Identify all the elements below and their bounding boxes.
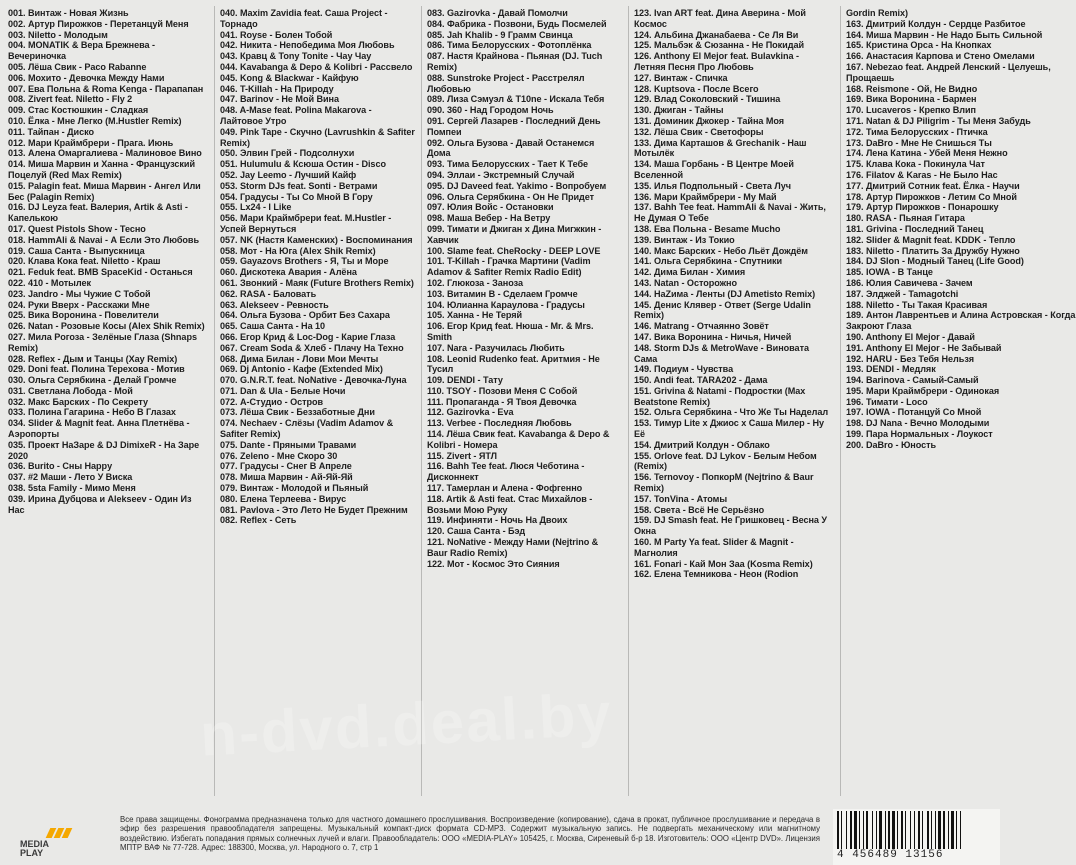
track-entry: 060. Дискотека Авария - Алёна bbox=[220, 267, 357, 278]
track-entry: 097. Юлия Войс - Остановки bbox=[427, 202, 554, 213]
track-entry: 177. Дмитрий Сотник feat. Ёлка - Научи bbox=[846, 180, 1020, 191]
track-entry: 017. Quest Pistols Show - Тесно bbox=[8, 223, 146, 234]
track-entry: 072. А-Студио - Остров bbox=[220, 396, 324, 407]
legal-notice: Все права защищены. Фонограмма предназначена только для частного домашнего прослушивания. Воспроизведение (копирование), сдача в прокат, публичное прослушивание и передача в эфир без разрешения правообладателя запрещены. Музыкальный компакт-диск формата CD-MP3. Содержит музыкальную запись. Не подвергать механическому или магнитному воздействию. Избегать попадания прямых солнечных лучей и влаги. Правообладатель: ООО «MEDIA-PLAY» 105425, г. Москва, Сиреневый б-р 18. Изготовитель: ООО «Центр DVD». Лицензия МПТР ВАФ № 77-728. Адрес: 188300, Москва, ул. Народного о. 7, стр 1 bbox=[120, 815, 820, 853]
track-entry: 120. Саша Санта - Бэд bbox=[427, 526, 526, 537]
track-entry: 171. Natan & DJ Piligrim - Ты Меня Забудь bbox=[846, 115, 1031, 126]
track-entry: 062. RASA - Баловать bbox=[220, 288, 317, 299]
logo-text-line1: MEDIA bbox=[20, 839, 49, 849]
track-entry: 086. Тима Белорусских - Фотоплёнка bbox=[427, 40, 592, 51]
track-entry: 063. Alekseev - Ревность bbox=[220, 299, 329, 310]
track-entry: 133. Дима Карташов & Grechanik - Наш Мотылёк bbox=[634, 137, 807, 159]
track-entry: 188. Niletto - Ты Такая Красивая bbox=[846, 299, 988, 310]
track-entry: 012. Мари Краймбрери - Прага. Июнь bbox=[8, 137, 174, 148]
track-entry: 155. Orlove feat. DJ Lykov - Белым Небом (Remix) bbox=[634, 450, 817, 472]
track-entry: 149. Подиум - Чувства bbox=[634, 364, 734, 375]
track-entry: 165. Кристина Орса - На Кнопках bbox=[846, 40, 992, 51]
track-entry: 182. Slider & Magnit feat. KDDK - Тепло bbox=[846, 234, 1016, 245]
track-entry: 087. Настя Крайнова - Пьяная (DJ. Tuch Remix) bbox=[427, 51, 603, 72]
track-entry: 126. Anthony El Mejor feat. Bulavkina - Летняя Песня Про Любовь bbox=[634, 51, 799, 72]
tracklist-column-2 bbox=[220, 8, 416, 526]
track-entry: 118. Artik & Asti feat. Стас Михайлов - Возьми Мою Руку bbox=[427, 493, 593, 515]
track-entry: 151. Grivina & Natami - Подростки (Max Beatstone Remix) bbox=[634, 385, 806, 407]
barcode bbox=[833, 809, 1000, 865]
track-entry: 037. #2 Маши - Лето У Виска bbox=[8, 472, 133, 483]
track-entry: 127. Винтаж - Спичка bbox=[634, 72, 728, 83]
track-entry: 084. Фабрика - Позвони, Будь Посмелей bbox=[427, 18, 607, 29]
track-entry: 019. Саша Санта - Выпускница bbox=[8, 245, 145, 256]
track-entry: 023. Jandro - Мы Чужие С Тобой bbox=[8, 288, 151, 299]
track-entry: 121. NoNative - Между Нами (Nejtrino & Baur Radio Remix) bbox=[427, 537, 599, 558]
track-entry: 175. Клава Кока - Покинула Чат bbox=[846, 159, 985, 170]
track-entry: 194. Barinova - Самый-Самый bbox=[846, 375, 979, 386]
track-entry: 046. T-Killah - На Природу bbox=[220, 83, 334, 94]
track-entry: 168. Reismone - Ой, Не Видно bbox=[846, 83, 978, 94]
track-entry: 200. DaBro - Юность bbox=[846, 439, 937, 450]
track-entry: 187. Элджей - Tamagotchi bbox=[846, 288, 959, 299]
track-entry: 140. Макс Барских - Небо Льёт Дождём bbox=[634, 245, 808, 256]
logo-text-line2: PLAY bbox=[20, 848, 44, 858]
track-entry: 117. Тамерлан и Алена - Фофгенно bbox=[427, 483, 583, 494]
column-divider bbox=[421, 6, 422, 796]
track-entry: 052. Jay Leemo - Лучший Кайф bbox=[220, 169, 357, 180]
track-entry: 053. Storm DJs feat. Sonti - Ветрами bbox=[220, 180, 378, 191]
track-entry: 174. Лена Катина - Убей Меня Нежно bbox=[846, 148, 1008, 159]
track-entry: 197. IOWA - Потанцуй Со Мной bbox=[846, 407, 982, 418]
track-entry: 169. Вика Воронина - Бармен bbox=[846, 94, 977, 105]
track-entry: 034. Slider & Magnit feat. Анна Плетнёва - Аэропорты bbox=[8, 418, 190, 440]
track-entry: 100. Slame feat. CheRocky - DEEP LOVE bbox=[427, 245, 601, 256]
track-entry: 066. Егор Крид & Loc-Dog - Карие Глаза bbox=[220, 331, 396, 342]
track-entry: 040. Maxim Zavidia feat. Саша Project - Торнадо bbox=[220, 8, 388, 29]
track-entry: 002. Артур Пирожков - Перетанцуй Меня bbox=[8, 18, 189, 29]
track-entry: 179. Артур Пирожков - Понарошку bbox=[846, 202, 999, 213]
track-entry: 073. Лёша Свик - Беззаботные Дни bbox=[220, 407, 375, 418]
track-entry: 195. Мари Краймбрери - Одинокая bbox=[846, 385, 1000, 396]
track-entry: 077. Градусы - Снег В Апреле bbox=[220, 461, 352, 472]
track-entry: 022. 410 - Мотылек bbox=[8, 277, 91, 288]
track-entry: 031. Светлана Лобода - Мой bbox=[8, 385, 133, 396]
track-entry: 047. Barinov - Не Мой Вина bbox=[220, 94, 339, 105]
track-entry: 119. Инфиняти - Ночь На Двоих bbox=[427, 515, 568, 526]
track-entry: 011. Тайпан - Диско bbox=[8, 126, 94, 137]
track-entry: 090. 360 - Над Городом Ночь bbox=[427, 105, 554, 116]
track-entry: 092. Ольга Бузова - Давай Останемся Дома bbox=[427, 137, 595, 159]
track-entry: 137. Bahh Tee feat. HammAli & Navai - Жить, Не Думая О Тебе bbox=[634, 202, 826, 224]
track-entry: 183. Niletto - Платить За Дружбу Нужно bbox=[846, 245, 1020, 256]
barcode-digits: 4 456489 13156 bbox=[837, 849, 944, 861]
track-entry: 041. Royse - Болен Тобой bbox=[220, 29, 333, 40]
track-entry: 021. Feduk feat. BMB SpaceKid - Останься bbox=[8, 267, 193, 278]
track-entry: 135. Илья Подпольный - Света Луч bbox=[634, 180, 791, 191]
track-entry: 124. Альбина Джанабаева - Се Ля Ви bbox=[634, 29, 799, 40]
track-entry: 105. Ханна - Не Теряй bbox=[427, 310, 523, 321]
track-entry: 080. Елена Терлеева - Вирус bbox=[220, 493, 347, 504]
track-entry: 082. Reflex - Сеть bbox=[220, 515, 297, 526]
track-entry: 147. Вика Воронина - Ничья, Ничей bbox=[634, 331, 792, 342]
track-entry: 068. Дима Билан - Лови Мои Мечты bbox=[220, 353, 379, 364]
track-entry: 061. Звонкий - Маяк (Future Brothers Remix) bbox=[220, 277, 414, 288]
track-entry: 042. Никита - Непобедима Моя Любовь bbox=[220, 40, 395, 51]
barcode-bars-icon bbox=[835, 811, 1000, 849]
track-entry: 035. Проект НаЗаре & DJ DimixeR - На Заре 2020 bbox=[8, 439, 200, 461]
track-entry: 013. Алена Омаргалиева - Малиновое Вино bbox=[8, 148, 202, 159]
track-entry: 043. Кравц & Tony Tonite - Чау Чау bbox=[220, 51, 372, 62]
track-entry: 116. Bahh Tee feat. Люся Чеботина - Дисконнект bbox=[427, 461, 585, 483]
track-entry: 089. Лиза Сэмуэл & T10ne - Искала Тебя bbox=[427, 94, 605, 105]
track-entry: 167. Nebezao feat. Андрей Ленский - Целуешь, Прощаешь bbox=[846, 61, 1051, 83]
track-entry: 158. Света - Всё Не Серьёзно bbox=[634, 504, 765, 515]
media-play-logo bbox=[20, 828, 100, 862]
watermark: n-dvd.deal.by bbox=[198, 680, 615, 769]
track-entry: 145. Денис Клявер - Ответ (Serge Udalin Remix) bbox=[634, 299, 811, 321]
track-entry: 003. Niletto - Молодым bbox=[8, 29, 108, 40]
track-entry: 049. Pink Tape - Скучно (Lavrushkin & Safiter Remix) bbox=[220, 126, 415, 148]
track-entry: 198. DJ Nana - Вечно Молодыми bbox=[846, 418, 990, 429]
track-entry: 102. Глюкоза - Заноза bbox=[427, 277, 523, 288]
track-entry: 138. Ева Польна - Besame Mucho bbox=[634, 223, 781, 234]
track-entry: 015. Palagin feat. Миша Марвин - Ангел Или Бес (Palagin Remix) bbox=[8, 180, 201, 202]
track-entry: 006. Мохито - Девочка Между Нами bbox=[8, 72, 165, 83]
track-entry: 074. Nechaev - Слёзы (Vadim Adamov & Safiter Remix) bbox=[220, 418, 394, 440]
track-entry: 098. Маша Вебер - На Ветру bbox=[427, 213, 551, 224]
track-entry: 054. Градусы - Ты Со Мной В Гору bbox=[220, 191, 373, 202]
track-entry: 067. Cream Soda & Хлеб - Плачу На Техно bbox=[220, 342, 404, 353]
track-entry: 128. Kuptsova - После Всего bbox=[634, 83, 759, 94]
track-entry: 164. Миша Марвин - Не Надо Быть Сильной bbox=[846, 29, 1043, 40]
track-entry: 110. TSOY - Позови Меня С Собой bbox=[427, 385, 578, 396]
track-entry: 160. M Party Ya feat. Slider & Magnit - Магнолия bbox=[634, 537, 794, 558]
track-entry: 159. DJ Smash feat. Не Гришковец - Весна У Окна bbox=[634, 515, 828, 537]
track-entry: 122. Мот - Космос Это Сияния bbox=[427, 558, 560, 569]
track-entry: 141. Ольга Серябкина - Спутники bbox=[634, 256, 783, 267]
track-entry: 162. Елена Темникова - Неон (Rodion bbox=[634, 569, 799, 580]
track-entry: 111. Пропаганда - Я Твоя Девочка bbox=[427, 396, 577, 407]
track-entry: 129. Влад Соколовский - Тишина bbox=[634, 94, 781, 105]
track-entry: 180. RASA - Пьяная Гитара bbox=[846, 213, 965, 224]
track-entry: 166. Анастасия Карпова и Стено Омелами bbox=[846, 51, 1035, 62]
track-entry: 028. Reflex - Дым и Танцы (Xay Remix) bbox=[8, 353, 178, 364]
track-entry: Gordin Remix) bbox=[846, 8, 909, 18]
track-entry: 108. Leonid Rudenko feat. Аритмия - Не Тусил bbox=[427, 353, 600, 375]
track-entry: 079. Винтаж - Молодой и Пьяный bbox=[220, 483, 369, 494]
track-entry: 196. Тимати - Loco bbox=[846, 396, 928, 407]
track-entry: 055. Lx24 - I Like bbox=[220, 202, 292, 213]
track-entry: 144. НаZима - Ленты (DJ Ametisto Remix) bbox=[634, 288, 816, 299]
track-entry: 112. Gazirovka - Eva bbox=[427, 407, 514, 418]
track-entry: 032. Макс Барских - По Секрету bbox=[8, 396, 148, 407]
track-entry: 130. Джиган - Тайны bbox=[634, 105, 724, 116]
footer bbox=[0, 806, 1000, 859]
track-entry: 103. Витамин В - Сделаем Громче bbox=[427, 288, 578, 299]
track-entry: 192. HARU - Без Тебя Нельзя bbox=[846, 353, 975, 364]
track-entry: 101. T-Killah - Грачка Мартини (Vadim Adamov & Safiter Remix Radio Edit) bbox=[427, 256, 591, 278]
track-entry: 150. Andi feat. TARA202 - Дама bbox=[634, 375, 768, 386]
track-entry: 029. Doni feat. Полина Терехова - Мотив bbox=[8, 364, 185, 375]
track-entry: 075. Dante - Пряными Травами bbox=[220, 439, 357, 450]
track-entry: 099. Тимати и Джиган х Дина Мигжкин - Хавчик bbox=[427, 223, 602, 245]
track-entry: 190. Anthony El Mejor - Давай bbox=[846, 331, 975, 342]
track-entry: 057. NK (Настя Каменских) - Воспоминания bbox=[220, 234, 413, 245]
track-entry: 045. Kong & Blackwar - Кайфую bbox=[220, 72, 359, 83]
track-entry: 007. Ева Польна & Roma Kenga - Парапапан bbox=[8, 83, 204, 94]
track-entry: 104. Юлианна Караулова - Градусы bbox=[427, 299, 585, 310]
track-entry: 134. Маша Горбань - В Центре Моей Вселенной bbox=[634, 159, 794, 180]
track-entry: 107. Nara - Разучилась Любить bbox=[427, 342, 565, 353]
track-entry: 056. Мари Краймбрери feat. M.Hustler - Успей Вернуться bbox=[220, 213, 392, 234]
track-entry: 176. Filatov & Karas - Не Было Нас bbox=[846, 169, 998, 180]
track-entry: 038. 5sta Family - Мимо Меня bbox=[8, 483, 136, 494]
track-entry: 048. A-Mase feat. Polina Makarova - Лайтовое Утро bbox=[220, 105, 372, 126]
track-entry: 152. Ольга Серябкина - Что Же Ты Наделал bbox=[634, 407, 829, 418]
track-entry: 088. Sunstroke Project - Расстрелял Любовью bbox=[427, 72, 585, 94]
track-entry: 004. MONATIK & Вера Брежнева - Вечериночка bbox=[8, 40, 155, 62]
track-entry: 148. Storm DJs & MetroWave - Виновата Сама bbox=[634, 342, 809, 364]
track-entry: 005. Лёша Свик - Paco Rabanne bbox=[8, 61, 147, 72]
track-entry: 020. Клава Кока feat. Niletto - Краш bbox=[8, 256, 161, 267]
track-entry: 036. Burito - Сны Happy bbox=[8, 461, 113, 472]
track-entry: 142. Дима Билан - Химия bbox=[634, 267, 746, 278]
track-entry: 069. Dj Antonio - Кафе (Extended Mix) bbox=[220, 364, 383, 375]
track-entry: 139. Винтаж - Из Токио bbox=[634, 234, 735, 245]
track-entry: 027. Мила Pогоза - Зелёные Глаза (Shnaps Remix) bbox=[8, 331, 197, 353]
track-entry: 199. Пара Нормальных - Лоукост bbox=[846, 429, 993, 440]
track-entry: 161. Fonari - Кай Мон Заа (Kosma Remix) bbox=[634, 558, 813, 569]
track-entry: 109. DENDI - Тату bbox=[427, 375, 503, 386]
column-divider bbox=[628, 6, 629, 796]
track-entry: 044. Kavabanga & Depo & Kolibri - Рассвело bbox=[220, 61, 413, 72]
track-entry: 095. DJ Daveed feat. Yakimo - Вопробуем bbox=[427, 180, 607, 191]
track-entry: 132. Лёша Свик - Светофоры bbox=[634, 126, 764, 137]
track-entry: 156. Ternovoy - ПопкорМ (Nejtrino & Baur Remix) bbox=[634, 472, 814, 494]
track-entry: 153. Тимур Lite x Джиос x Саша Милер - Ну Её bbox=[634, 418, 825, 440]
track-entry: 030. Ольга Серябкина - Делай Громче bbox=[8, 375, 177, 386]
track-entry: 071. Dan & Ula - Белые Ночи bbox=[220, 385, 346, 396]
track-entry: 065. Саша Санта - На 10 bbox=[220, 321, 326, 332]
track-entry: 039. Ирина Дубцова и Alekseev - Один Из Нас bbox=[8, 493, 192, 515]
logo-bars-icon bbox=[48, 828, 70, 838]
track-entry: 115. Zivert - ЯТЛ bbox=[427, 450, 497, 461]
track-entry: 081. Pavlova - Это Лето Не Будет Прежним bbox=[220, 504, 408, 515]
track-entry: 058. Мот - На Юга (Alex Shik Remix) bbox=[220, 245, 376, 256]
track-entry: 026. Natan - Розовые Косы (Alex Shik Remix) bbox=[8, 321, 205, 332]
track-entry: 193. DENDI - Медляк bbox=[846, 364, 936, 375]
track-entry: 123. Ivan ART feat. Дина Аверина - Мой Космос bbox=[634, 8, 806, 29]
tracklist-column-4 bbox=[634, 8, 830, 580]
column-divider bbox=[840, 6, 841, 796]
track-entry: 094. Эллаи - Экстремный Случай bbox=[427, 169, 575, 180]
track-entry: 113. Verbee - Последняя Любовь bbox=[427, 418, 572, 429]
track-entry: 083. Gazirovka - Давай Помолчи bbox=[427, 8, 568, 18]
track-entry: 106. Егор Крид feat. Нюша - Mr. & Mrs. Smith bbox=[427, 321, 594, 342]
track-entry: 014. Миша Марвин и Ханна - Французский Поцелуй (Red Max Remix) bbox=[8, 159, 195, 180]
track-entry: 170. Lucaveros - Крепко Влип bbox=[846, 105, 976, 116]
track-entry: 008. Zivert feat. Niletto - Fly 2 bbox=[8, 94, 133, 105]
track-entry: 078. Миша Марвин - Ай-Яй-Яй bbox=[220, 472, 353, 483]
track-entry: 172. Тима Белорусских - Птичка bbox=[846, 126, 988, 137]
tracklist-column-3 bbox=[427, 8, 620, 569]
track-entry: 157. TonVina - Атомы bbox=[634, 493, 728, 504]
track-entry: 050. Элвин Грей - Подсолнухи bbox=[220, 148, 355, 159]
track-entry: 181. Grivina - Последний Танец bbox=[846, 223, 984, 234]
track-entry: 018. HammAli & Navai - А Если Это Любовь bbox=[8, 234, 199, 245]
track-entry: 033. Полина Гагарина - Небо В Глазах bbox=[8, 407, 176, 418]
track-entry: 085. Jah Khalib - 9 Грамм Свинца bbox=[427, 29, 573, 40]
track-entry: 024. Руки Вверх - Расскажи Мне bbox=[8, 299, 150, 310]
tracklist-column-5 bbox=[846, 8, 1076, 451]
track-entry: 173. DaBro - Мне Не Снишься Ты bbox=[846, 137, 992, 148]
track-entry: 191. Anthony El Mejor - Не Забывай bbox=[846, 342, 1002, 353]
track-entry: 001. Винтаж - Новая Жизнь bbox=[8, 8, 129, 18]
track-entry: 125. Мальбэк & Сюзанна - Не Покидай bbox=[634, 40, 804, 51]
track-entry: 178. Артур Пирожков - Летим Со Мной bbox=[846, 191, 1017, 202]
track-entry: 010. Ёлка - Мне Легко (M.Hustler Remix) bbox=[8, 115, 182, 126]
track-entry: 059. Gayazovs Brothers - Я, Ты и Море bbox=[220, 256, 389, 267]
track-entry: 154. Дмитрий Колдун - Облако bbox=[634, 439, 770, 450]
track-entry: 025. Вика Воронина - Повелители bbox=[8, 310, 159, 321]
track-entry: 096. Ольга Серябкина - Он Не Придет bbox=[427, 191, 595, 202]
track-entry: 016. DJ Leyza feat. Валерия, Artik & Asti - Капелькою bbox=[8, 202, 188, 224]
track-entry: 184. DJ Slon - Модный Танец (Life Good) bbox=[846, 256, 1024, 267]
track-entry: 091. Сергей Лазарев - Последний День Помпеи bbox=[427, 115, 601, 137]
track-entry: 070. G.N.R.T. feat. NoNative - Девочка-Луна bbox=[220, 375, 407, 386]
track-entry: 186. Юлия Савичева - Зачем bbox=[846, 277, 973, 288]
tracklist-column-1 bbox=[8, 8, 208, 515]
track-entry: 146. Matrang - Отчаянно Зовёт bbox=[634, 321, 769, 332]
track-entry: 131. Доминик Джокер - Тайна Моя bbox=[634, 115, 785, 126]
track-entry: 136. Мари Краймбрери - Му Май bbox=[634, 191, 777, 202]
track-entry: 076. Zeleno - Мне Скоро 30 bbox=[220, 450, 338, 461]
track-entry: 189. Антон Лаврентьев и Алина Астровская - Когда Закроют Глаза bbox=[846, 310, 1076, 332]
track-entry: 093. Тима Белорусских - Тает К Тебе bbox=[427, 159, 589, 170]
track-entry: 064. Ольга Бузова - Орбит Без Сахара bbox=[220, 310, 390, 321]
track-entry: 163. Дмитрий Колдун - Сердце Разбитое bbox=[846, 18, 1026, 29]
track-entry: 051. Hulumulu & Ксюша Остин - Disco bbox=[220, 159, 386, 170]
track-entry: 143. Natan - Осторожно bbox=[634, 277, 737, 288]
track-entry: 009. Стас Костюшкин - Сладкая bbox=[8, 105, 149, 116]
track-entry: 114. Лёша Свик feat. Kavabanga & Depo & Kolibri - Номера bbox=[427, 429, 610, 450]
column-divider bbox=[214, 6, 215, 796]
track-entry: 185. IOWA - В Танце bbox=[846, 267, 933, 278]
